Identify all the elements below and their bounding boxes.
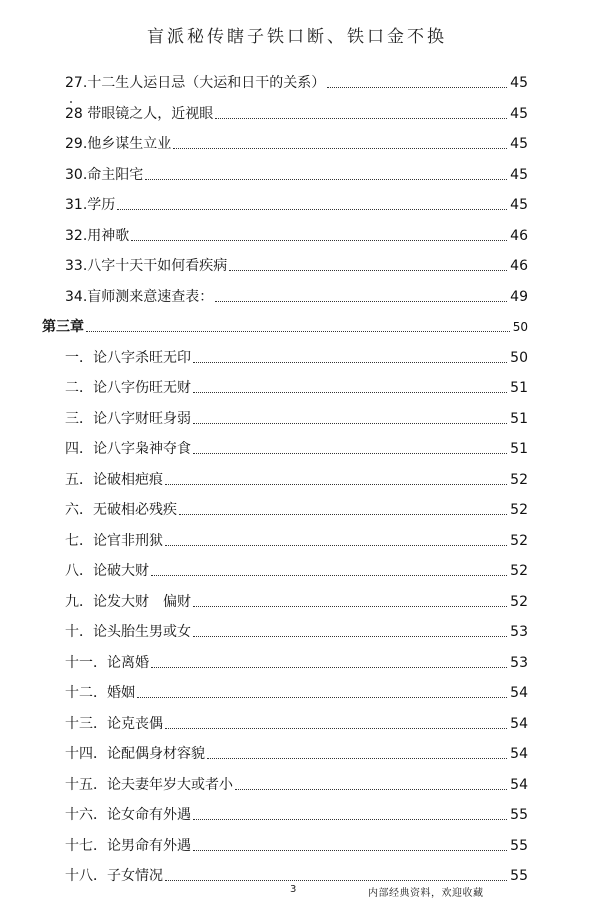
toc-entry-label: 27.十二生人运日忌（大运和日干的关系） <box>65 75 326 91</box>
dot-leader <box>86 331 510 332</box>
toc-entry-page: 54 <box>510 746 528 762</box>
toc-entry-page: 51 <box>510 441 528 457</box>
toc-entry[interactable] <box>0 467 594 489</box>
toc-entry-page: 52 <box>510 532 528 549</box>
toc-entry[interactable] <box>0 284 594 306</box>
toc-entry[interactable] <box>0 528 594 550</box>
toc-entry-page: 54 <box>510 685 528 701</box>
toc-entry-page: 45 <box>510 75 528 91</box>
dot-leader <box>215 118 507 119</box>
toc-entry[interactable] <box>0 619 594 641</box>
toc-entry-page: 46 <box>510 227 528 244</box>
toc-entry-label: 30.命主阳宅 <box>65 166 144 183</box>
toc-entry-page: 50 <box>512 320 528 334</box>
toc-entry-label: 二．论八字伤旺无财 <box>65 380 191 396</box>
toc-entry-label: 一．论八字杀旺无印 <box>65 349 191 366</box>
toc-entry-page: 55 <box>510 807 528 823</box>
toc-entry-page: 49 <box>510 288 528 305</box>
dot-leader <box>193 636 507 637</box>
toc-entry-page: 50 <box>510 349 528 366</box>
page-number: 3 <box>290 884 297 895</box>
toc-entry-label: 31.学历 <box>65 197 116 213</box>
dot-leader <box>207 758 507 759</box>
toc-entry-label: 第三章 <box>42 319 84 335</box>
document-header: 盲派秘传瞎子铁口断、铁口金不换 <box>147 27 447 47</box>
toc-entry[interactable] <box>0 833 594 855</box>
dot-leader <box>193 606 507 607</box>
toc-entry-label: 28 带眼镜之人，近视眼 <box>65 105 214 122</box>
dot-leader <box>193 453 507 454</box>
toc-entry[interactable] <box>0 131 594 153</box>
toc-entry-label: 34.盲师测来意速查表： <box>65 288 214 305</box>
dot-leader <box>193 819 507 820</box>
toc-entry[interactable] <box>0 650 594 672</box>
toc-entry-label: 十六．论女命有外遇 <box>65 807 191 823</box>
toc-entry-page: 45 <box>510 197 528 213</box>
toc-entry[interactable] <box>0 558 594 580</box>
dot-leader <box>145 179 507 180</box>
dot-leader <box>137 697 507 698</box>
toc-entry-page: 55 <box>510 837 528 854</box>
dot-leader <box>165 728 507 729</box>
toc-entry[interactable] <box>0 345 594 367</box>
toc-entry-label: 29.他乡谋生立业 <box>65 136 172 152</box>
toc-entry-page: 53 <box>510 654 528 671</box>
toc-entry-label: 九．论发大财 偏财 <box>65 593 191 610</box>
toc-entry[interactable] <box>0 711 594 733</box>
dot-leader <box>173 148 507 149</box>
toc-entry-label: 十一．论离婚 <box>65 654 149 671</box>
dot-leader <box>179 514 507 515</box>
dot-leader <box>131 240 507 241</box>
toc-entry[interactable] <box>0 436 594 458</box>
toc-entry-page: 46 <box>510 258 528 274</box>
toc-entry-label: 十二．婚姻 <box>65 685 135 701</box>
toc-entry[interactable] <box>0 70 594 92</box>
toc-entry[interactable] <box>0 101 594 123</box>
dot-leader <box>165 545 507 546</box>
toc-entry[interactable] <box>0 223 594 245</box>
toc-entry-page: 45 <box>510 136 528 152</box>
toc-entry-page: 45 <box>510 166 528 183</box>
toc-entry-page: 52 <box>510 471 528 488</box>
toc-entry-label: 33.八字十天干如何看疾病 <box>65 258 228 274</box>
toc-entry[interactable] <box>0 162 594 184</box>
toc-entry-page: 51 <box>510 380 528 396</box>
dot-leader <box>117 209 507 210</box>
toc-chapter-entry[interactable] <box>0 314 594 336</box>
dot-leader <box>327 87 507 88</box>
toc-entry-label: 六．无破相必残疾 <box>65 502 177 518</box>
toc-entry[interactable] <box>0 589 594 611</box>
toc-entry-label: 四．论八字枭神夺食 <box>65 441 191 457</box>
toc-entry[interactable] <box>0 192 594 214</box>
toc-entry[interactable] <box>0 741 594 763</box>
toc-entry-label: 三．论八字财旺身弱 <box>65 410 191 427</box>
toc-entry[interactable] <box>0 802 594 824</box>
toc-entry[interactable] <box>0 772 594 794</box>
toc-entry-label: 十三．论克丧偶 <box>65 715 163 732</box>
toc-entry-label: 32.用神歌 <box>65 227 130 244</box>
dot-leader <box>193 362 507 363</box>
dot-leader <box>193 392 507 393</box>
dot-leader <box>215 301 507 302</box>
toc-entry[interactable] <box>0 680 594 702</box>
footer-note: 内部经典资料，欢迎收藏 <box>368 888 484 899</box>
toc-entry[interactable] <box>0 497 594 519</box>
toc-entry-page: 45 <box>510 105 528 122</box>
toc-entry-page: 53 <box>510 624 528 640</box>
dot-leader <box>165 880 507 881</box>
toc-entry-label: 十八．子女情况 <box>65 868 163 884</box>
dot-leader <box>229 270 507 271</box>
toc-entry[interactable] <box>0 375 594 397</box>
toc-entry-page: 55 <box>510 868 528 884</box>
dot-leader <box>151 667 507 668</box>
toc-entry[interactable] <box>0 406 594 428</box>
toc-entry-page: 54 <box>510 715 528 732</box>
toc-entry-label: 八．论破大财 <box>65 563 149 579</box>
toc-entry-label: 七．论官非刑狱 <box>65 532 163 549</box>
dot-leader <box>193 423 507 424</box>
dot-leader <box>235 789 507 790</box>
toc-entry-label: 十七．论男命有外遇 <box>65 837 191 854</box>
toc-entry-label: 五．论破相疤痕 <box>65 471 163 488</box>
toc-entry-label: 十．论头胎生男或女 <box>65 624 191 640</box>
toc-entry-page: 52 <box>510 502 528 518</box>
toc-entry-page: 54 <box>510 776 528 793</box>
dot-leader <box>165 484 507 485</box>
toc-entry[interactable] <box>0 253 594 275</box>
toc-entry-label: 十四．论配偶身材容貌 <box>65 746 205 762</box>
toc-entry[interactable] <box>0 863 594 885</box>
toc-entry-page: 52 <box>510 563 528 579</box>
toc-entry-page: 52 <box>510 593 528 610</box>
toc-entry-page: 51 <box>510 410 528 427</box>
dot-leader <box>151 575 507 576</box>
dot-leader <box>193 850 507 851</box>
toc-entry-label: 十五．论夫妻年岁大或者小 <box>65 776 233 793</box>
